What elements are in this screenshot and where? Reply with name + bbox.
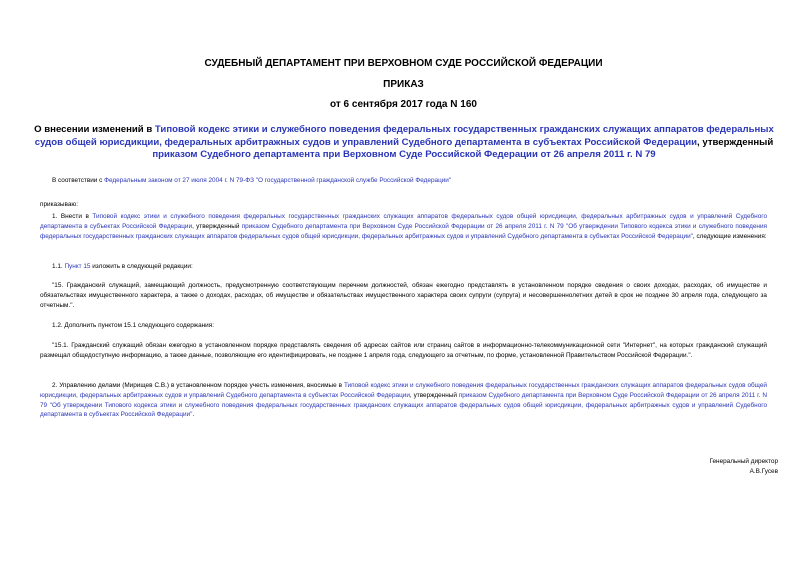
item-1-code-link[interactable]: Типовой кодекс этики и служебного поведения федеральных государственных гражданских служащих аппаратов федеральных судов общей юрисдикции, федеральных арбитражных судов и управлений Судебного департамента в субъектах Российской Федерации (40, 213, 768, 230)
paragraph-point-15: "15. Гражданский служащий, замещающий должность, предусмотренную соответствующим перечнем должностей, обязан ежегодно представлять в установленном порядке сведения о своих доходах, расходах, об имуществе и обязательствах имущественного характера, а также о доходах, расходах, об имуществе и обязательствах имущественного характера своих супруги (супруга) и несовершеннолетних детей в срок не позднее 30 апреля года, следующего за отчетным.". (40, 282, 767, 309)
item-1-text-2: , утвержденный (192, 222, 242, 230)
title-text-2: , утвержденный (697, 136, 774, 148)
document-type: ПРИКАЗ (383, 79, 424, 90)
signatory-name: А.В.Гусев (749, 468, 778, 475)
item-1-text-3: , следующие изменения: (692, 232, 767, 240)
item-2-text-1: 2. Управлению делами (Мирищев С.В.) в установленном порядке учесть изменения, вносимые в (52, 382, 344, 389)
paragraph-basis (52, 176, 752, 186)
item-1-1-text-1: 1.1. (52, 263, 65, 270)
document-title (28, 124, 780, 162)
document-date: от 6 сентября 2017 года N 160 (330, 99, 477, 110)
paragraph-point-15-1: "15.1. Гражданский служащий обязан ежегодно в установленном порядке представлять сведения об адресах сайтов или страниц сайтов в информационно-телекоммуникационной сети "Интернет", на которых гражданский служащий размещал общедоступную информацию, а также данные, позволяющие его идентифицировать, не позднее 1 апреля года, следующего за отчетным, по форме, установленной Правительством Российской Федерации.". (40, 342, 767, 359)
title-link-code[interactable]: Типовой кодекс этики и служебного поведения федеральных государственных гражданских служащих аппаратов федеральных судов общей юрисдикции, федеральных арбитражных судов и управлений Судебного департамента в субъектах Российской Федерации (34, 124, 774, 148)
item-2-text-2: , утвержденный (409, 391, 459, 399)
item-1-text-1: 1. Внести в (52, 213, 93, 220)
item-2-code-link[interactable]: Типовой кодекс этики и служебного поведения федеральных государственных гражданских служащих аппаратов федеральных судов общей юрисдикции, федеральных арбитражных судов и управлений Судебного департамента в субъектах Российской Федерации (40, 382, 767, 399)
paragraph-order-word: приказываю: (40, 201, 78, 208)
item-2-text-3: . (192, 411, 195, 419)
title-text-1: О внесении изменений в (34, 124, 155, 135)
basis-text: В соответствии с (52, 177, 105, 184)
item-1-1-text-2: изложить в следующей редакции: (90, 263, 193, 270)
paragraph-item-1 (40, 212, 767, 241)
paragraph-item-1-2: 1.2. Дополнить пунктом 15.1 следующего содержания: (52, 322, 214, 329)
title-link-order[interactable]: приказом Судебного департамента при Верховном Суде Российской Федерации от 26 апреля 2011 г. N 79 (152, 149, 656, 161)
paragraph-item-2 (40, 381, 767, 420)
item-1-order-link[interactable]: приказом Судебного департамента при Верховном Суде Российской Федерации от 26 апреля 2011 г. N 79 "Об утверждении Типового кодекса этики и служебного поведения федеральных государственных гражданских служащих аппаратов федеральных судов общей юрисдикции, федеральных арбитражных судов и управлений Судебного департамента в субъектах Российской Федерации" (40, 222, 767, 240)
signatory-position: Генеральный директор (709, 458, 778, 465)
organization-heading: СУДЕБНЫЙ ДЕПАРТАМЕНТ ПРИ ВЕРХОВНОМ СУДЕ РОССИЙСКОЙ ФЕДЕРАЦИИ (204, 58, 603, 69)
federal-law-link[interactable]: Федеральным законом от 27 июля 2004 г. N 79-ФЗ "О государственной гражданской службе Российской Федерации" (104, 177, 452, 184)
paragraph-item-1-1 (52, 262, 552, 272)
item-2-order-link[interactable]: приказом Судебного департамента при Верховном Суде Российской Федерации от 26 апреля 2011 г. N 79 "Об утверждении Типового кодекса этики и служебного поведения федеральных государственных гражданских служащих аппаратов федеральных судов общей юрисдикции, федеральных арбитражных судов и управлений Судебного департамента в субъектах Российской Федерации" (40, 391, 767, 419)
point-15-link[interactable]: Пункт 15 (64, 263, 91, 270)
